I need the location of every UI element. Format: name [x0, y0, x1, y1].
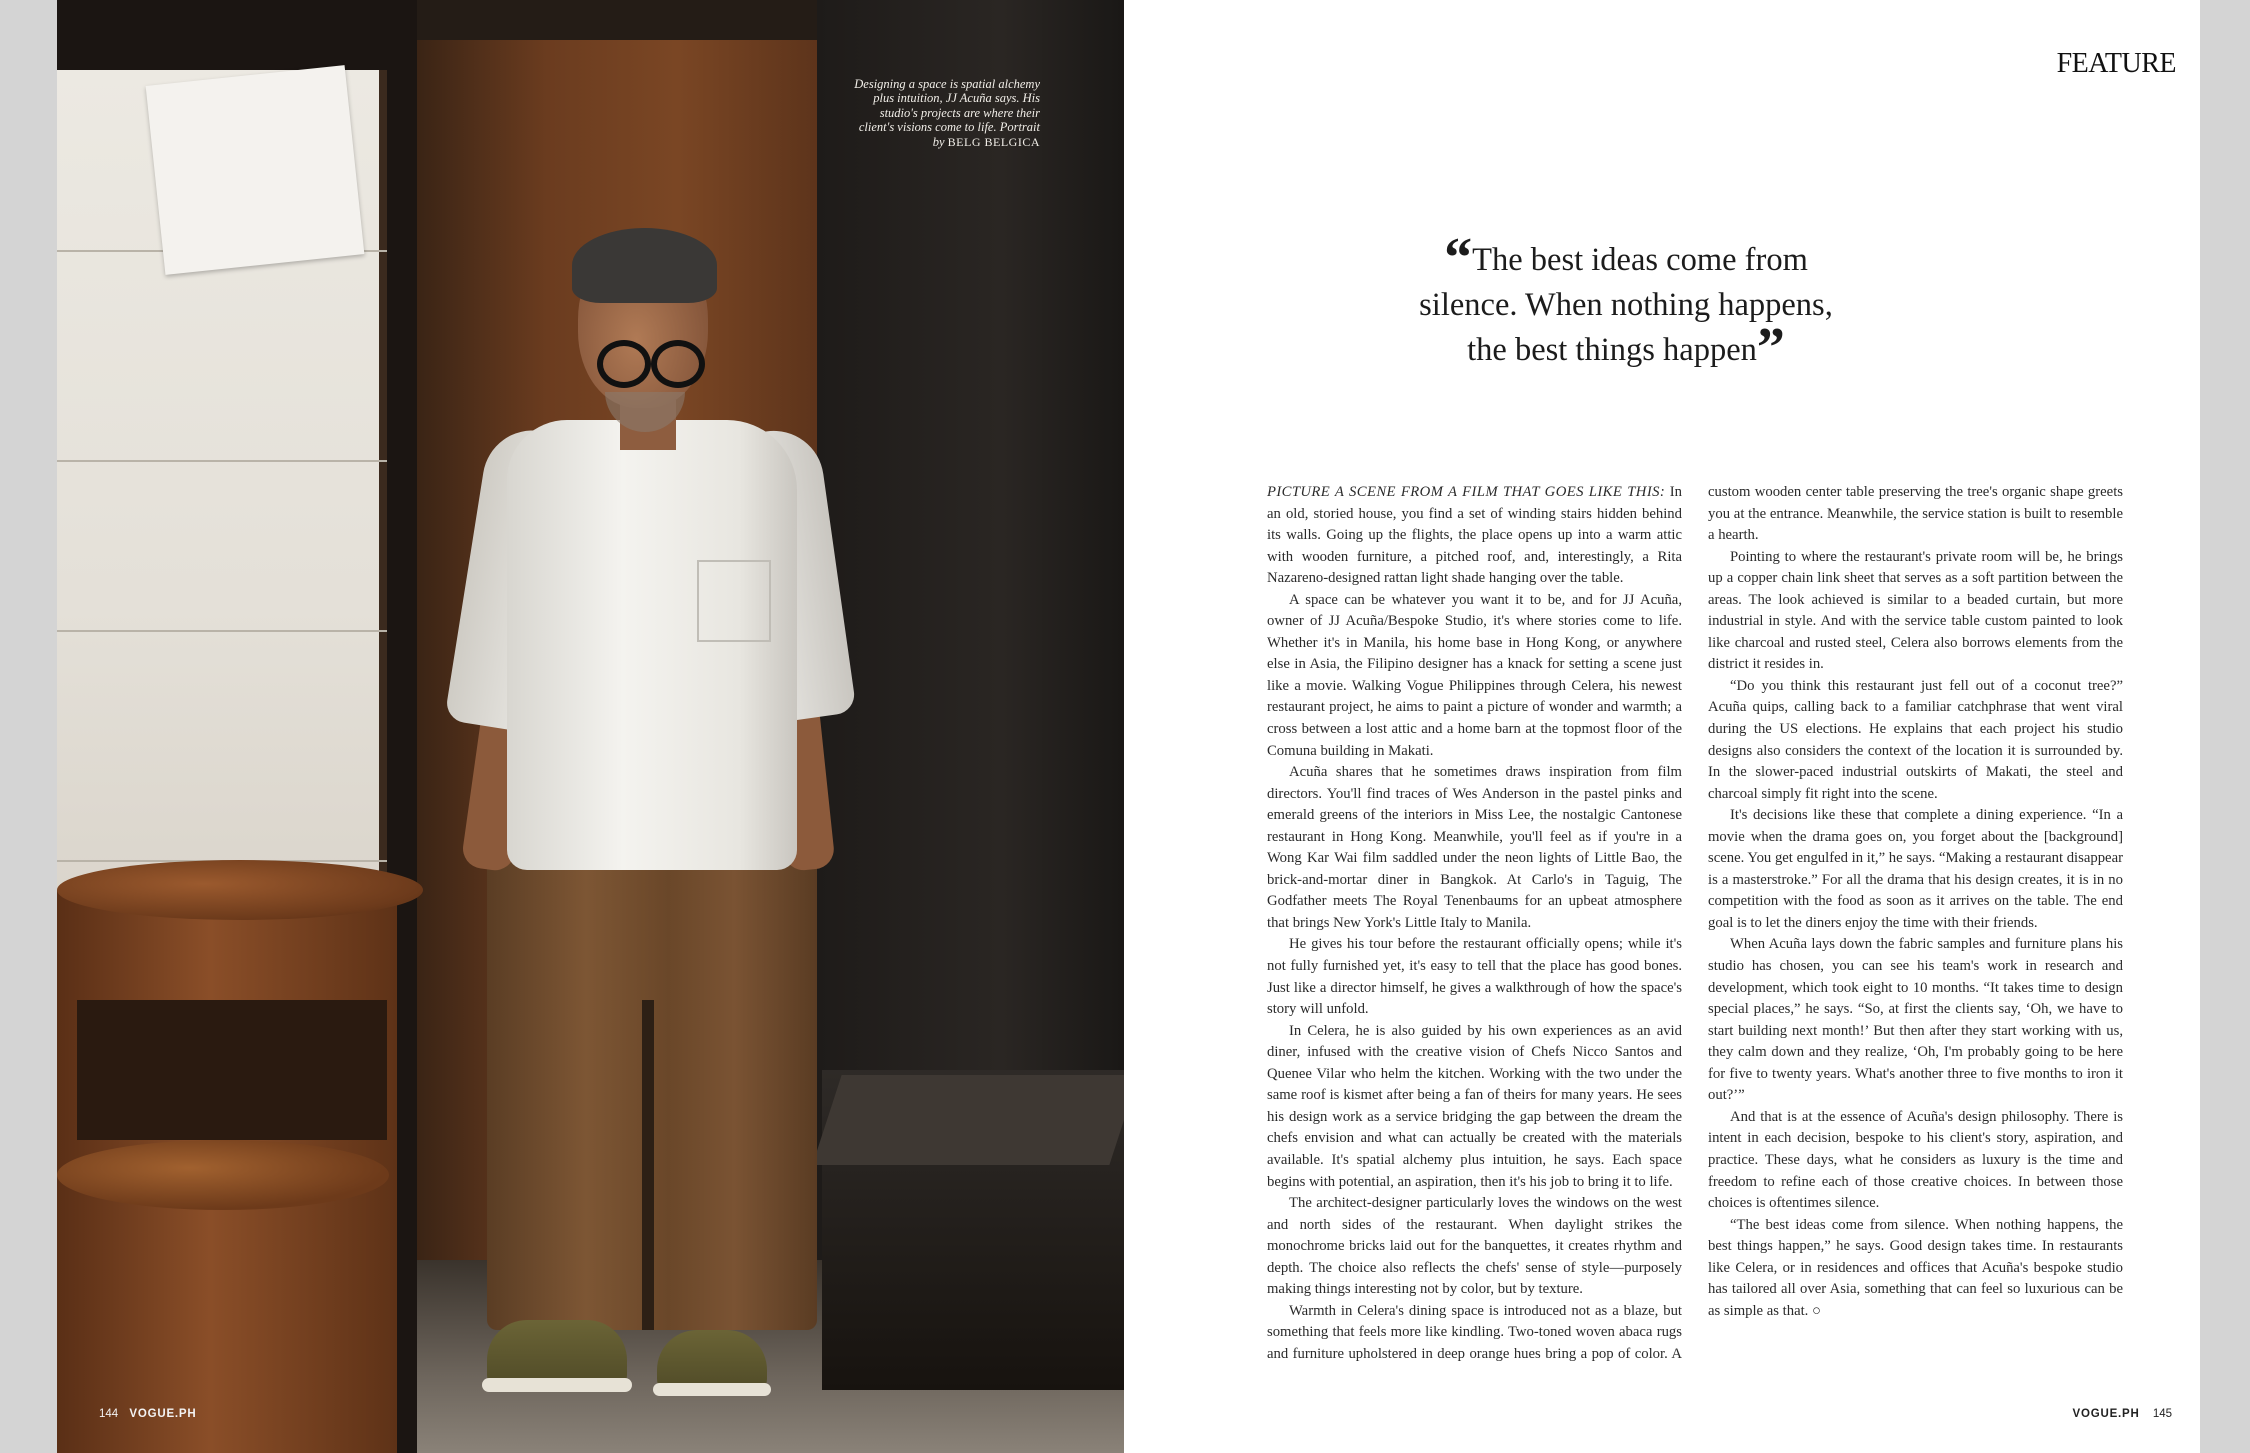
window-mullion — [57, 630, 387, 632]
article-paragraph: The architect-designer particularly loves the windows on the west and north sides of the restaurant. When daylight strikes the monochrome bricks laid out for the banquettes, it creates rhythm and depth. The choice also reflects the chefs' sense of style—purposely making things interesting not by color, but by texture. — [1267, 1195, 1682, 1298]
article-body — [1267, 482, 2123, 1367]
right-page — [1124, 0, 2200, 1453]
left-sneaker-sole — [482, 1378, 632, 1392]
article-paragraph-text: In an old, storied house, you find a set of winding stairs hidden behind its walls. Going up the flights, the place opens up into a warm attic with wooden furniture, a pitched roof, and, interestingly, a Rita Nazareno-designed rattan light shade hanging over the table. — [1267, 484, 1682, 587]
left-page — [57, 0, 1124, 1453]
section-label: FEATURE — [2056, 48, 2176, 79]
person-white-shirt — [507, 420, 797, 870]
eyeglasses-right-lens — [651, 340, 705, 388]
article-paragraph: “Do you think this restaurant just fell out of a coconut tree?” Acuña quips, calling back to a familiar catchphrase that went viral during the US elections. He explains that each project his studio designs also considers the context of the location it is surrounded by. In the slower-paced industrial outskirts of Makati, the steel and charcoal simply fit right into the scene. — [1708, 677, 2123, 802]
window-mullion — [57, 460, 387, 462]
photo-caption — [847, 77, 1040, 149]
bench-top — [812, 1075, 1124, 1165]
article-paragraph — [1267, 482, 1682, 590]
article-paragraph: A space can be whatever you want it to be, and for JJ Acuña, owner of JJ Acuña/Bespoke Studio, it's where stories come to life. Whether it's in Manila, his home base in Hong Kong, or anywhere else in Asia, the Filipino designer has a knack for setting a scene just like a movie. Walking Vogue Philippines through Celera, his newest restaurant project, he aims to paint a picture of wonder and warmth; a cross between a lost attic and a home barn at the topmost floor of the Comuna building in Makati. — [1267, 591, 1682, 759]
folio-right — [2073, 1408, 2173, 1420]
article-paragraph: When Acuña lays down the fabric samples and furniture plans his studio has chosen, you can see his team's work in research and development, which took eight to 10 months. “It takes time to design special places,” he says. “So, at first the clients say, ‘Oh, we have to start building next month!’ But then after they start working with us, they calm down and they realize, ‘Oh, I'm probably going to be here for five to twenty years. What's another three to five months to iron it out?’” — [1708, 936, 2123, 1104]
quote-open-mark: “ — [1444, 227, 1473, 289]
table-opening — [77, 1000, 387, 1140]
rusted-table-shelf — [57, 1140, 389, 1210]
article-paragraph: Warmth in Celera's dining space is introduced not as a blaze, but something that feels more like kindling. Two-toned woven abaca rugs and furniture upholstered in deep orange hues bring a pop of color. A custom wooden center table preserving the tree's organic shape greets you at the entrance. Meanwhile, the service station is built to resemble a hearth. — [1267, 484, 2123, 1362]
page-number-left: 144 — [99, 1408, 119, 1420]
shirt-pocket — [697, 560, 771, 642]
caption-text: Designing a space is spatial alchemy plus intuition, JJ Acuña says. His studio's projects are where their client's visions come to life. Portrait — [854, 77, 1040, 135]
caption-credit-name: BELG BELGICA — [947, 134, 1040, 149]
article-paragraph: Pointing to where the restaurant's private room will be, he brings up a copper chain link sheet that serves as a soft partition between the areas. The look achieved is similar to a beaded curtain, but more industrial in style. And with the service table custom painted to look like charcoal and rusted steel, Celera also borrows elements from the district it resides in. — [1708, 548, 2123, 673]
article-paragraph: And that is at the essence of Acuña's design philosophy. There is intent in each decision, bespoke to his client's story, aspiration, and practice. These days, what he considers as luxury is the time and freedom to refine each of those creative choices. In between those choices is oftentimes silence. — [1708, 1108, 2123, 1212]
trouser-split — [642, 1000, 654, 1330]
person-hair — [572, 228, 717, 303]
folio-brand-left: VOGUE.PH — [129, 1408, 197, 1420]
article-paragraph: “The best ideas come from silence. When nothing happens, the best things happen,” he says. Good design takes time. In restaurants like Celera, or in residences and offices that Acuña's bespoke studio has tailored all over Asia, something that can feel so luxurious can be as simple as that. ○ — [1708, 1216, 2123, 1319]
caption-credit-prefix: by — [932, 134, 945, 149]
rusted-table-top — [57, 860, 423, 920]
right-sneaker-sole — [653, 1383, 771, 1396]
article-paragraph: He gives his tour before the restaurant officially opens; while it's not fully furnished yet, it's easy to tell that the place has good bones. Just like a director himself, he gives a walkthrough of how the space's story will unfold. — [1267, 936, 1682, 1018]
eyeglasses-left-lens — [597, 340, 651, 388]
pull-quote — [1406, 227, 1846, 379]
article-paragraph: In Celera, he is also guided by his own experiences as an avid diner, infused with the creative vision of Chefs Nicco Santos and Quenee Vilar who helm the kitchen. Working with the two under the same roof is kismet after being a fan of theirs for many years. He sees his design work as a service bridging the gap between the dream the chefs envision and what can actually be created with the materials available. It's spatial alchemy plus intuition, he says. Each space begins with potential, an aspiration, then it's his job to bring it to life. — [1267, 1022, 1682, 1190]
pull-quote-text: The best ideas come from silence. When nothing happens, the best things happen — [1419, 242, 1833, 368]
article-leadin: PICTURE A SCENE FROM A FILM THAT GOES LIKE THIS: — [1267, 484, 1666, 500]
article-paragraph: It's decisions like these that complete a dining experience. “In a movie when the drama goes on, you forget about the [background] scene. You get engulfed in it,” he says. “Making a restaurant disappear is a masterstroke.” For all the drama that his design creates, it is in no competition with the food as soon as it arrives on the table. The end goal is to let the diners enjoy the time with their friends. — [1708, 807, 2123, 931]
article-paragraph: Acuña shares that he sometimes draws inspiration from film directors. You'll find traces of Wes Anderson in the pastel pinks and emerald greens of the interiors in Miss Lee, the nostalgic Cantonese restaurant in Hong Kong. Meanwhile, you'll feel as if you're in a Wong Kar Wai film saddled under the neon lights of Little Bao, the brick-and-mortar diner in Bangkok. At Carlo's in Taguig, The Godfather meets The Royal Tenenbaums for an upbeat atmosphere that brings New York's Little Italy to Manila. — [1267, 764, 1682, 931]
folio-brand-right: VOGUE.PH — [2072, 1408, 2140, 1420]
quote-close-mark: ” — [1756, 316, 1785, 379]
folio-left — [99, 1408, 197, 1420]
pinned-drawing — [146, 65, 365, 275]
page-number-right: 145 — [2152, 1408, 2172, 1420]
